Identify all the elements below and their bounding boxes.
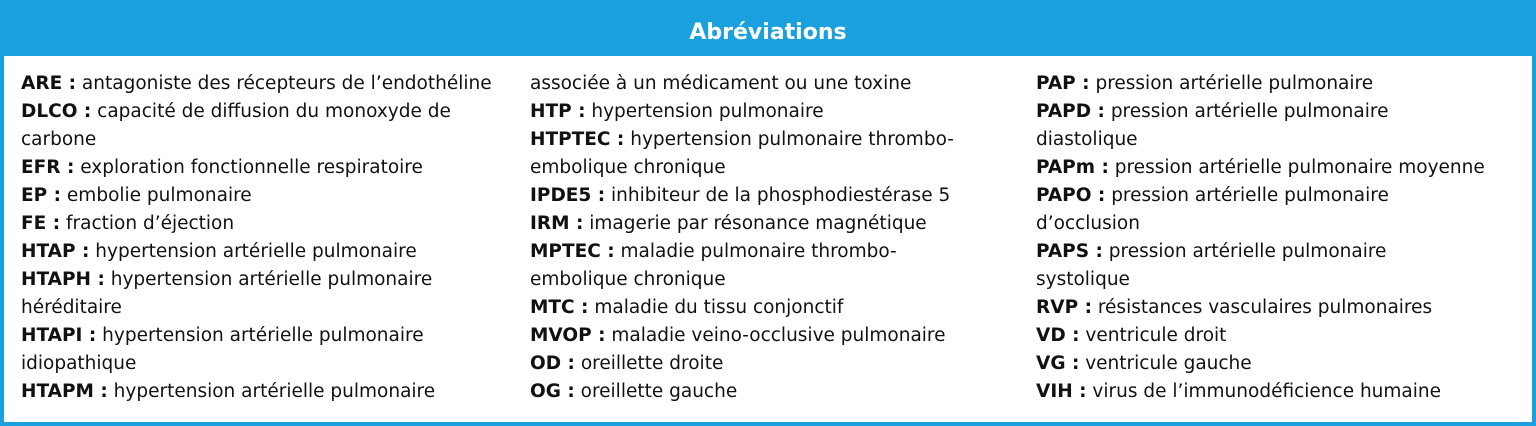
abbreviation-line bbox=[530, 98, 1020, 126]
abbreviation-term: EFR : bbox=[21, 157, 75, 178]
abbreviation-line bbox=[1036, 322, 1531, 350]
abbreviation-line bbox=[530, 154, 1020, 182]
abbreviation-line bbox=[1036, 154, 1531, 182]
abbreviation-definition: hypertension artérielle pulmonaire bbox=[104, 269, 433, 290]
abbreviation-definition: systolique bbox=[1036, 269, 1130, 290]
page-title: Abréviations bbox=[689, 19, 847, 45]
abbreviation-line bbox=[530, 238, 1020, 266]
abbreviation-definition: d’occlusion bbox=[1036, 213, 1140, 234]
abbreviation-definition: oreillette gauche bbox=[574, 381, 738, 402]
abbreviation-term: VD : bbox=[1036, 325, 1080, 346]
abbreviation-term: IRM : bbox=[530, 213, 584, 234]
abbreviation-line bbox=[530, 378, 1020, 406]
abbreviation-definition: hypertension artérielle pulmonaire bbox=[107, 381, 436, 402]
abbreviation-line bbox=[1036, 70, 1531, 98]
abbreviation-term: ARE : bbox=[21, 73, 77, 94]
abbreviation-line bbox=[530, 350, 1020, 378]
abbreviation-definition: maladie veino-occlusive pulmonaire bbox=[605, 325, 946, 346]
abbreviation-definition: ventricule gauche bbox=[1079, 353, 1252, 374]
abbreviation-definition: pression artérielle pulmonaire bbox=[1105, 185, 1389, 206]
abbreviation-line bbox=[1036, 378, 1531, 406]
abbreviation-line bbox=[21, 98, 511, 126]
abbreviation-line bbox=[1036, 350, 1531, 378]
abbreviation-term: HTAPH : bbox=[21, 269, 105, 290]
abbreviation-term: PAP : bbox=[1036, 73, 1090, 94]
abbreviation-definition: hypertension artérielle pulmonaire bbox=[96, 325, 424, 346]
abbreviation-term: PAPD : bbox=[1036, 101, 1105, 122]
abbreviation-line bbox=[530, 266, 1020, 294]
abbreviation-definition: maladie du tissu conjonctif bbox=[588, 297, 844, 318]
abbreviation-term: HTP : bbox=[530, 101, 586, 122]
abbreviation-definition: inhibiteur de la phosphodiestérase 5 bbox=[605, 185, 951, 206]
abbreviation-definition: carbone bbox=[21, 129, 97, 150]
abbreviation-line bbox=[1036, 266, 1531, 294]
abbreviation-definition: idiopathique bbox=[21, 353, 137, 374]
abbreviation-line bbox=[21, 154, 511, 182]
abbreviation-line bbox=[530, 294, 1020, 322]
abbreviation-line bbox=[530, 210, 1020, 238]
abbreviation-definition: pression artérielle pulmonaire bbox=[1104, 101, 1389, 122]
abbreviation-definition: diastolique bbox=[1036, 129, 1138, 150]
abbreviation-definition: capacité de diffusion du monoxyde de bbox=[91, 101, 451, 122]
abbreviation-term: HTPTEC : bbox=[530, 129, 625, 150]
abbreviation-term: MVOP : bbox=[530, 325, 606, 346]
abbreviation-line bbox=[1036, 126, 1531, 154]
abbreviation-definition: héréditaire bbox=[21, 297, 122, 318]
abbreviation-line bbox=[1036, 294, 1531, 322]
abbreviation-definition: ventricule droit bbox=[1079, 325, 1227, 346]
abbreviation-line bbox=[21, 266, 511, 294]
abbreviation-term: VIH : bbox=[1036, 381, 1087, 402]
header-bar bbox=[4, 4, 1532, 56]
abbreviation-line bbox=[21, 182, 511, 210]
abbreviation-definition: associée à un médicament ou une toxine bbox=[530, 73, 912, 94]
abbreviation-definition: antagoniste des récepteurs de l’endothéline bbox=[76, 73, 492, 94]
abbreviation-column-2 bbox=[530, 70, 1020, 406]
abbreviation-term: HTAP : bbox=[21, 241, 90, 262]
abbreviation-line bbox=[21, 210, 511, 238]
abbreviation-term: MTC : bbox=[530, 297, 589, 318]
abbreviation-line bbox=[21, 126, 511, 154]
abbreviation-term: DLCO : bbox=[21, 101, 92, 122]
abbreviation-definition: imagerie par résonance magnétique bbox=[583, 213, 927, 234]
abbreviation-term: EP : bbox=[21, 185, 62, 206]
abbreviation-definition: embolique chronique bbox=[530, 269, 726, 290]
abbreviation-line bbox=[1036, 210, 1531, 238]
abbreviation-definition: pression artérielle pulmonaire bbox=[1102, 241, 1387, 262]
abbreviation-line bbox=[1036, 98, 1531, 126]
abbreviation-definition: hypertension pulmonaire bbox=[585, 101, 824, 122]
abbreviation-definition: exploration fonctionnelle respiratoire bbox=[74, 157, 423, 178]
abbreviation-line bbox=[530, 70, 1020, 98]
abbreviation-line bbox=[21, 294, 511, 322]
abbreviation-term: RVP : bbox=[1036, 297, 1092, 318]
abbreviation-term: PAPO : bbox=[1036, 185, 1106, 206]
abbreviation-line bbox=[530, 182, 1020, 210]
abbreviation-definition: pression artérielle pulmonaire bbox=[1089, 73, 1374, 94]
abbreviation-line bbox=[1036, 238, 1531, 266]
abbreviation-term: HTAPI : bbox=[21, 325, 97, 346]
abbreviation-line bbox=[21, 350, 511, 378]
abbreviation-column-1 bbox=[21, 70, 511, 406]
abbreviation-term: OG : bbox=[530, 381, 575, 402]
abbreviation-line bbox=[21, 378, 511, 406]
abbreviation-term: PAPS : bbox=[1036, 241, 1103, 262]
abbreviation-definition: oreillette droite bbox=[574, 353, 724, 374]
abbreviation-definition: pression artérielle pulmonaire moyenne bbox=[1108, 157, 1485, 178]
abbreviation-line bbox=[1036, 182, 1531, 210]
abbreviation-term: PAPm : bbox=[1036, 157, 1109, 178]
abbreviation-column-3 bbox=[1036, 70, 1531, 406]
abbreviation-line bbox=[21, 322, 511, 350]
abbreviation-definition: hypertension artérielle pulmonaire bbox=[89, 241, 417, 262]
abbreviation-definition: hypertension pulmonaire thrombo- bbox=[624, 129, 954, 150]
abbreviation-term: HTAPM : bbox=[21, 381, 108, 402]
abbreviation-definition: virus de l’immunodéficience humaine bbox=[1086, 381, 1442, 402]
abbreviation-line bbox=[21, 70, 511, 98]
abbreviation-term: VG : bbox=[1036, 353, 1080, 374]
abbreviation-definition: embolie pulmonaire bbox=[61, 185, 252, 206]
abbreviation-line bbox=[530, 322, 1020, 350]
abbreviation-term: FE : bbox=[21, 213, 61, 234]
abbreviation-definition: résistances vasculaires pulmonaires bbox=[1091, 297, 1433, 318]
abbreviation-line bbox=[530, 126, 1020, 154]
abbreviation-definition: fraction d’éjection bbox=[60, 213, 235, 234]
abbreviation-definition: embolique chronique bbox=[530, 157, 726, 178]
abbreviation-term: IPDE5 : bbox=[530, 185, 606, 206]
abbreviation-definition: maladie pulmonaire thrombo- bbox=[614, 241, 897, 262]
abbreviation-line bbox=[21, 238, 511, 266]
abbreviation-term: MPTEC : bbox=[530, 241, 615, 262]
abbreviation-term: OD : bbox=[530, 353, 575, 374]
